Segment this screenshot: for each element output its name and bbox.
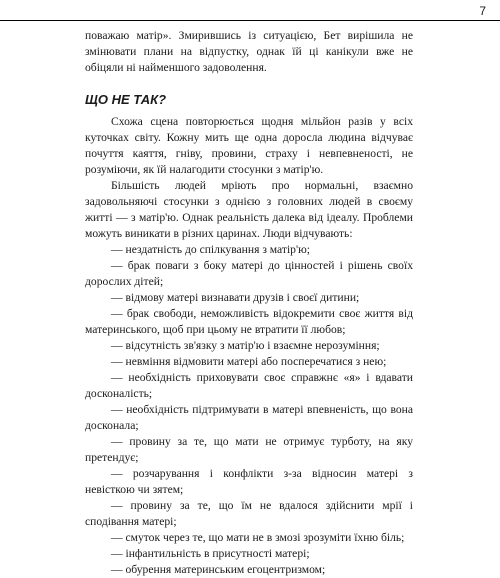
problem-list xyxy=(85,242,413,578)
list-item: — інфантильність в присутності матері; xyxy=(111,547,310,560)
list-item: — провину за те, що мати не отримує турботу, на яку претендує; xyxy=(85,435,413,464)
paragraph: Більшість людей мріють про нормальні, взаємно задовольняючі стосунки з однією з головних людей в своєму житті — з матір'ю. Однак реальність далека від ідеалу. Проблеми можуть виникати в різних царинах. Люди відчувають: xyxy=(85,179,413,240)
section-heading: ЩО НЕ ТАК? xyxy=(85,92,167,107)
list-item: — брак поваги з боку матері до цінностей і рішень своїх дорослих дітей; xyxy=(85,259,413,288)
list-item: — відмову матері визнавати друзів і своєї дитини; xyxy=(111,291,360,304)
page-number: 7 xyxy=(479,4,486,18)
body-text xyxy=(85,28,413,578)
list-item: — смуток через те, що мати не в змозі зрозуміти їхню біль; xyxy=(111,531,405,544)
list-item: — необхідність приховувати своє справжнє «я» і вдавати досконалість; xyxy=(85,371,413,400)
list-item: — брак свободи, неможливість відокремити своє життя від материнського, щоб при цьому не втратити її любов; xyxy=(85,307,413,336)
header-rule xyxy=(0,20,500,21)
list-item: — нездатність до спілкування з матір'ю; xyxy=(111,243,310,256)
list-item: — провину за те, що їм не вдалося здійснити мрії і сподівання матері; xyxy=(85,499,413,528)
paragraph: Схожа сцена повторюється щодня мільйон разів у всіх куточках світу. Кожну мить ще одна доросла людина відчуває почуття каяття, гніву, провини, страху і невпевненості, не розуміючи, як їй налагодити стосунки з матір'ю. xyxy=(85,115,413,176)
list-item: — обурення материнським егоцентризмом; xyxy=(111,563,326,576)
list-item: — необхідність підтримувати в матері впевненість, що вона досконала; xyxy=(85,403,413,432)
list-item: — відсутність зв'язку з матір'ю і взаємне нерозуміння; xyxy=(111,339,380,352)
list-item: — розчарування і конфлікти з-за відносин матері з невісткою чи зятем; xyxy=(85,467,413,496)
list-item: — невміння відмовити матері або посперечатися з нею; xyxy=(111,355,387,368)
top-paragraph: поважаю матір». Змирившись із ситуацією, Бет вирішила не змінювати плани на відпустку, однак їй ці канікули вже не обіцяли ні найменшого задоволення. xyxy=(85,29,413,74)
